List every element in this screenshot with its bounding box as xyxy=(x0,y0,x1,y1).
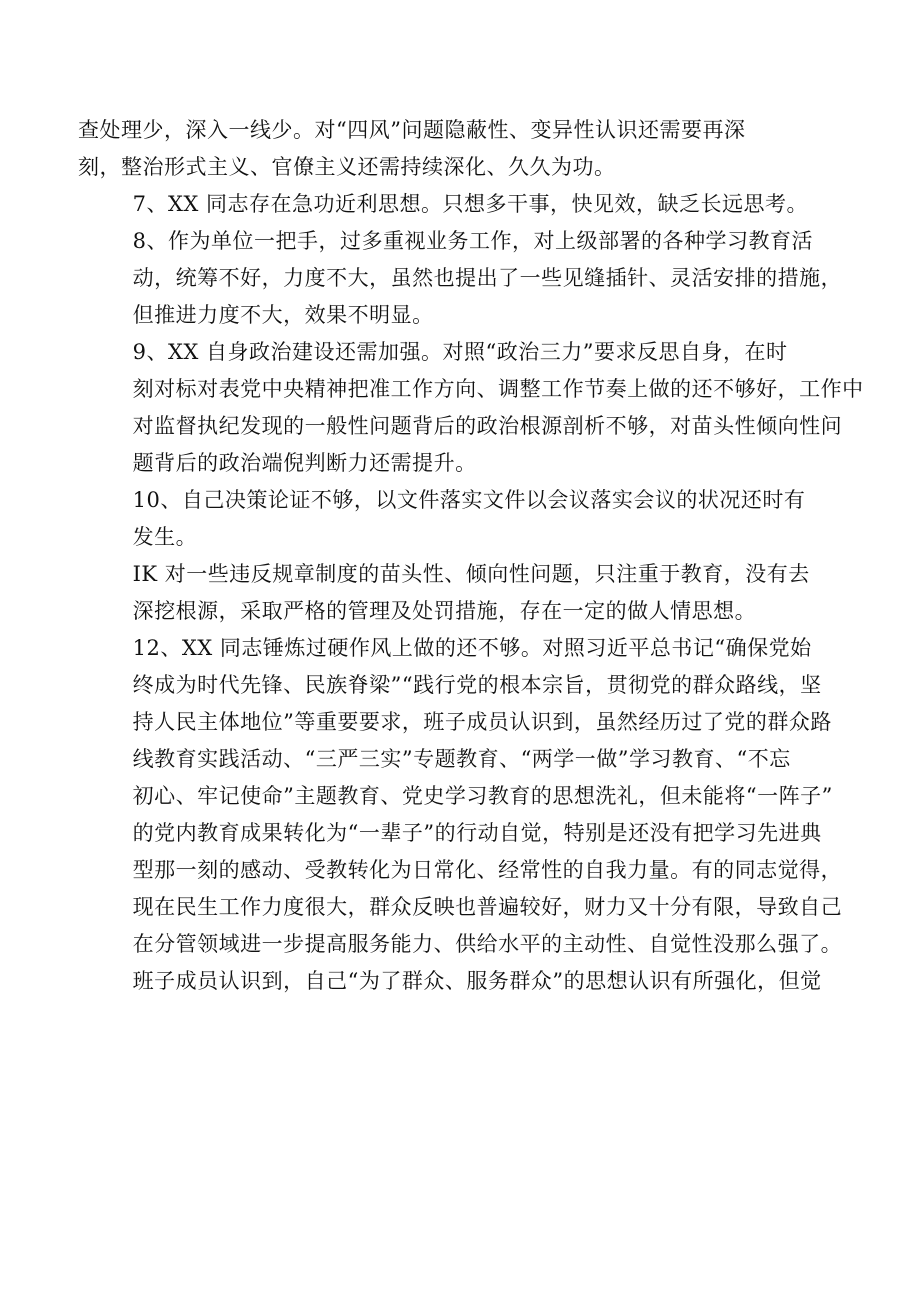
text-line: 班子成员认识到，自己“为了群众、服务群众”的思想认识有所强化，但觉 xyxy=(132,969,822,993)
text-line: 查处理少，深入一线少。对“四风”问题隐蔽性、变异性认识还需要再深 xyxy=(78,118,746,142)
text-line: 7、XX 同志存在急功近利思想。只想多干事，快见效，缺乏长远思考。 xyxy=(132,192,809,216)
paragraph-item-9 xyxy=(78,334,864,482)
text-line: IK 对一些违反规章制度的苗头性、倾向性问题，只注重于教育，没有去 xyxy=(132,562,810,586)
text-line: 持人民主体地位”等重要要求，班子成员认识到，虽然经历过了党的群众路 xyxy=(132,710,832,734)
paragraph-item-12 xyxy=(78,630,856,1000)
paragraph-item-8 xyxy=(78,223,856,334)
text-line: 对监督执纪发现的一般性问题背后的政治根源剖析不够，对苗头性倾向性问 xyxy=(132,414,843,438)
text-line: 型那一刻的感动、受教转化为日常化、经常性的自我力量。有的同志觉得， xyxy=(132,858,843,882)
text-line: 发生。 xyxy=(132,525,198,549)
text-line: 动，统筹不好，力度不大，虽然也提出了一些见缝插针、灵活安排的措施， xyxy=(132,266,843,290)
text-line: 10、自己决策论证不够，以文件落实文件以会议落实会议的状况还时有 xyxy=(132,488,806,512)
paragraph-item-10 xyxy=(78,482,856,556)
text-line: 终成为时代先锋、民族脊梁”“践行党的根本宗旨，贯彻党的群众路线，坚 xyxy=(132,673,822,697)
text-line: 在分管领域进一步提高服务能力、供给水平的主动性、自觉性没那么强了。 xyxy=(132,932,843,956)
text-line: 线教育实践活动、“三严三实”专题教育、“两学一做”学习教育、“不忘 xyxy=(132,747,791,771)
paragraph-item-11 xyxy=(78,556,856,630)
text-line: 刻对标对表党中央精神把准工作方向、调整工作节奏上做的还不够好，工作中 xyxy=(132,377,864,401)
paragraph-item-7 xyxy=(78,186,856,223)
text-line: 深挖根源，采取严格的管理及处罚措施，存在一定的做人情思想。 xyxy=(132,599,757,623)
paragraph-continued xyxy=(78,112,856,186)
text-line: 的党内教育成果转化为“一辈子”的行动自觉，特别是还没有把学习先进典 xyxy=(132,821,822,845)
text-line: 刻，整治形式主义、官僚主义还需持续深化、久久为功。 xyxy=(78,155,616,179)
text-line: 8、作为单位一把手，过多重视业务工作，对上级部署的各种学习教育活 xyxy=(132,229,813,253)
text-line: 9、XX 自身政治建设还需加强。对照“政治三力”要求反思自身，在时 xyxy=(132,340,788,364)
text-line: 现在民生工作力度很大，群众反映也普遍较好，财力又十分有限，导致自己 xyxy=(132,895,843,919)
text-line: 题背后的政治端倪判断力还需提升。 xyxy=(132,451,477,475)
text-line: 初心、牢记使命”主题教育、党史学习教育的思想洗礼，但未能将“一阵子” xyxy=(132,784,833,808)
text-line: 12、XX 同志锤炼过硬作风上做的还不够。对照习近平总书记“确保党始 xyxy=(132,636,812,660)
document-body xyxy=(78,112,864,1000)
text-line: 但推进力度不大，效果不明显。 xyxy=(132,303,434,327)
